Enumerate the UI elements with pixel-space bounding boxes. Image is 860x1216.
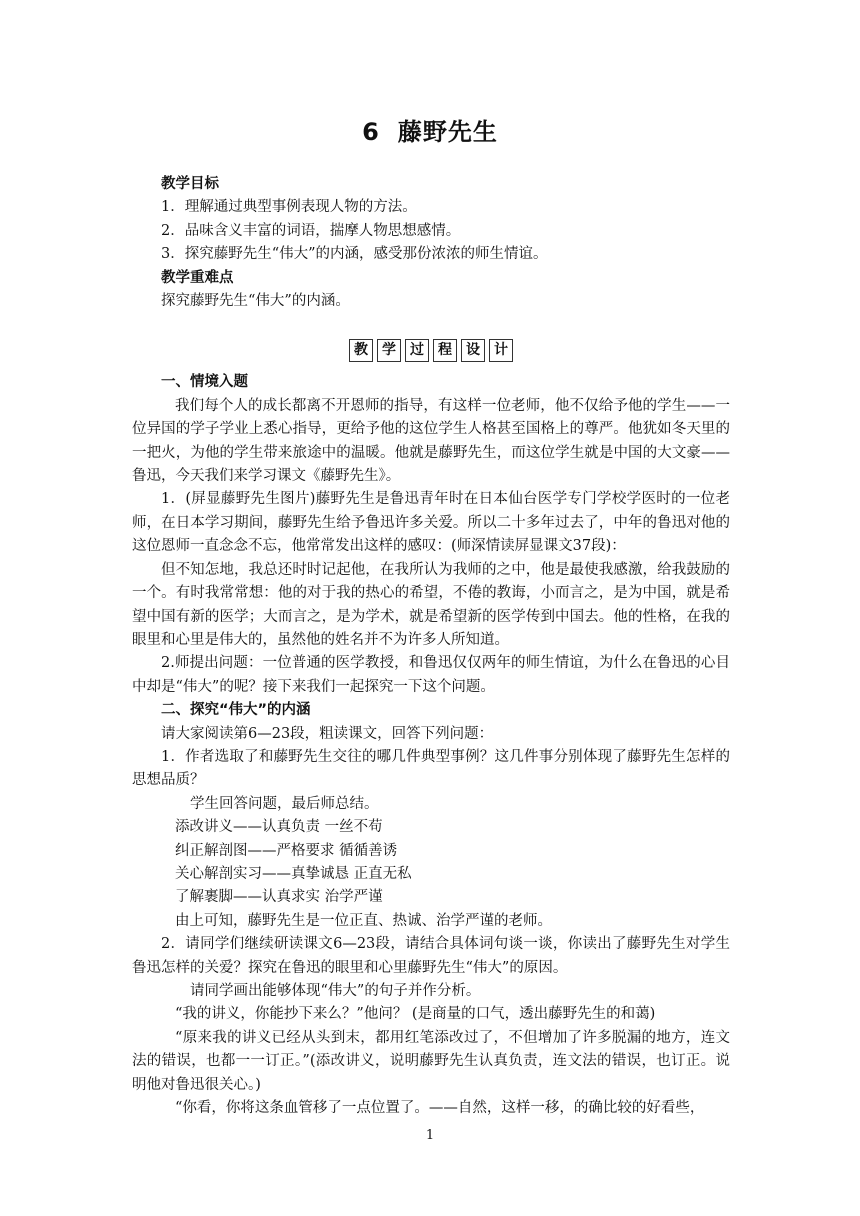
banner-char: 过 <box>405 339 429 362</box>
paragraph: 请同学画出能够体现“伟大”的句子并作分析。 <box>190 983 481 999</box>
list-item: 关心解剖实习——真挚诚恳 正直无私 <box>175 865 412 882</box>
paragraph: 学生回答问题，最后师总结。 <box>190 795 379 812</box>
quote-paragraph: 但不知怎地，我总还时时记起他，在我所认为我师的之中，他是最使我感激，给我鼓励的一个。有时我常常想：他的对于我的热心的希望，不倦的教诲，小而言之，是为中国，就是希望中国有新的医学；大而言之，是为学术，就是希望新的医学传到中国去。他的性格，在我的眼里和心里是伟大的，虽然他的姓名并不为许多人所知道。 <box>132 561 730 648</box>
process-banner <box>132 339 730 369</box>
objective-item: 1．理解通过典型事例表现人物的方法。 <box>161 199 417 216</box>
banner-char: 学 <box>377 339 401 362</box>
lesson-title-text: 藤野先生 <box>397 118 498 146</box>
paragraph: 2.师提出问题：一位普通的医学教授，和鲁迅仅仅两年的师生情谊，为什么在鲁迅的心目中却是“伟大”的呢？接下来我们一起探究一下这个问题。 <box>132 655 730 695</box>
paragraph: 1．(屏显藤野先生图片)藤野先生是鲁迅青年时在日本仙台医学专门学校学医时的一位老师，在日本学习期间，藤野先生给予鲁迅许多关爱。所以二十多年过去了，中年的鲁迅对他的这位恩师一直念念不忘，他常常发出这样的感叹：(师深情读屏显课文37段)： <box>132 491 730 555</box>
banner-char: 教 <box>349 339 373 362</box>
banner-char: 计 <box>489 339 513 362</box>
question: 2．请同学们继续研读课文6—23段，请结合具体词句谈一谈，你读出了藤野先生对学生鲁迅怎样的关爱？探究在鲁迅的眼里和心里藤野先生“伟大”的原因。 <box>132 936 730 976</box>
quote-paragraph: “原来我的讲义已经从头到末，都用红笔添改过了，不但增加了许多脱漏的地方，连文法的错误，也都一一订正。”(添改讲义，说明藤野先生认真负责，连文法的错误，也订正。说明他对鲁迅很关心。) <box>132 1029 730 1093</box>
list-item: 添改讲义——认真负责 一丝不苟 <box>175 819 383 836</box>
list-item: 了解裹脚——认真求实 治学严谨 <box>175 889 383 906</box>
page-number: 1 <box>425 1128 435 1143</box>
quote-paragraph: “你看，你将这条血管移了一点位置了。——自然，这样一移，的确比较的好看些， <box>175 1100 705 1117</box>
section-heading: 一、情境入题 <box>161 374 248 391</box>
quote-paragraph: “我的讲义，你能抄下来么？”他问？ (是商量的口气，透出藤野先生的和蔼) <box>175 1006 656 1023</box>
objective-item: 2．品味含义丰富的词语，揣摩人物思想感情。 <box>161 222 461 239</box>
question: 1．作者选取了和藤野先生交往的哪几件典型事例？这几件事分别体现了藤野先生怎样的思想品质？ <box>132 748 730 789</box>
key-points-text: 探究藤野先生“伟大”的内涵。 <box>161 293 350 310</box>
banner-char: 设 <box>461 339 485 362</box>
paragraph: 请大家阅读第6—23段，粗读课文，回答下列问题： <box>161 725 494 742</box>
document-body <box>132 173 730 1120</box>
paragraph: 由上可知，藤野先生是一位正直、热诚、治学严谨的老师。 <box>175 912 552 929</box>
objective-item: 3．探究藤野先生“伟大”的内涵，感受那份浓浓的师生情谊。 <box>161 246 548 263</box>
lesson-title <box>0 112 860 147</box>
list-item: 纠正解剖图——严格要求 循循善诱 <box>175 842 398 859</box>
section-heading: 二、探究“伟大”的内涵 <box>161 702 311 719</box>
objectives-heading: 教学目标 <box>161 176 219 192</box>
paragraph: 我们每个人的成长都离不开恩师的指导，有这样一位老师，他不仅给予他的学生——一位异国的学子学业上悉心指导，更给予他的这位学生人格甚至国格上的尊严。他犹如冬天里的一把火，为他的学生带来旅途中的温暖。他就是藤野先生，而这位学生就是中国的大文豪——鲁迅，今天我们来学习课文《藤野先生》。 <box>132 397 730 485</box>
key-points-heading: 教学重难点 <box>161 269 234 286</box>
lesson-number: 6 <box>362 118 380 146</box>
banner-char: 程 <box>433 339 457 362</box>
